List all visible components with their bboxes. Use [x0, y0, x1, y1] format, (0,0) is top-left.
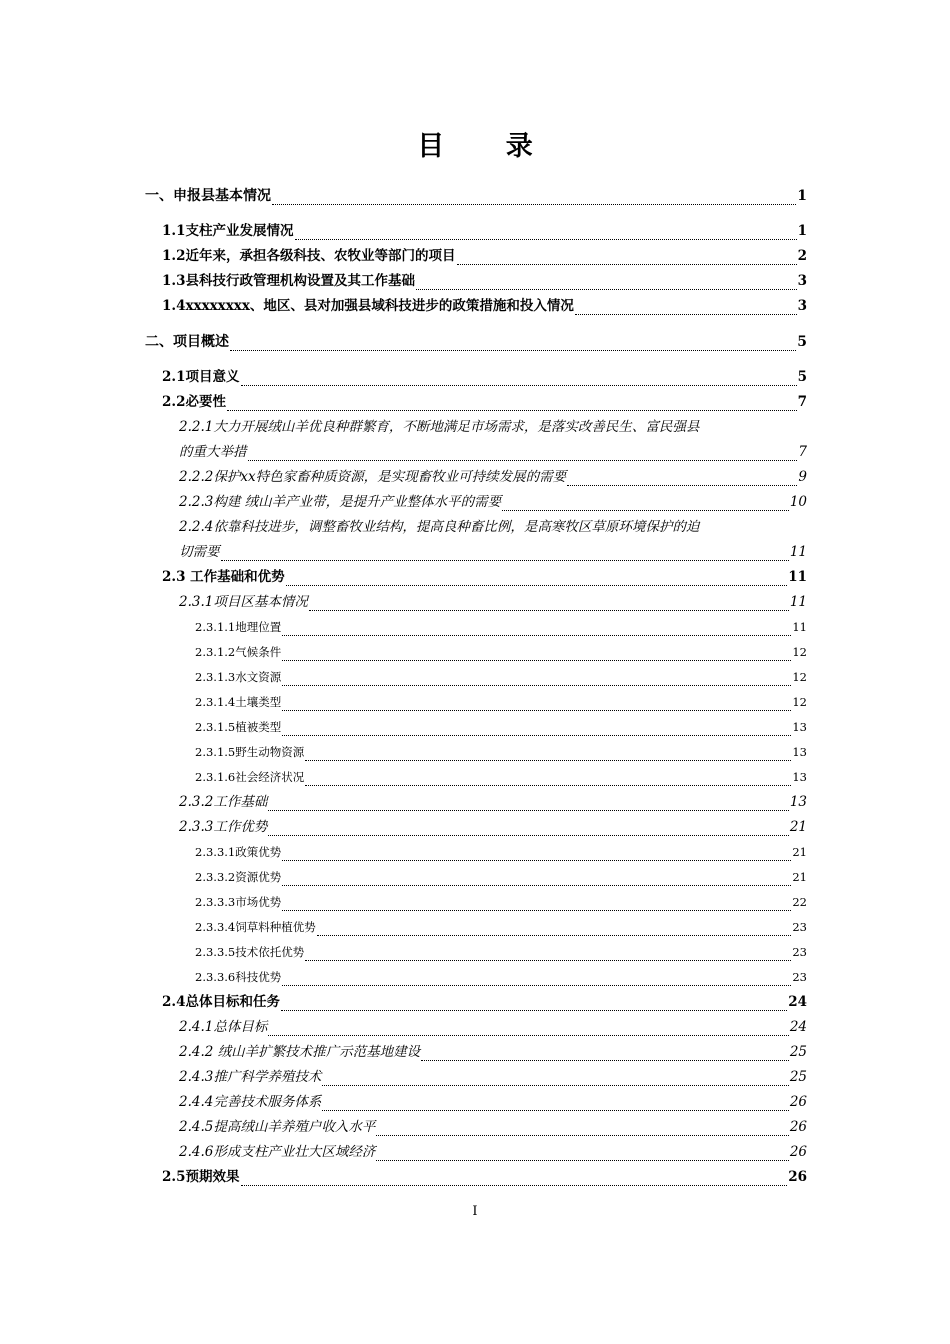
toc-entry[interactable]	[145, 790, 807, 815]
toc-entry-title: 2.2.3构建 绒山羊产业带，是提升产业整体水平的需要	[179, 494, 502, 510]
toc-dot-leader	[248, 460, 798, 461]
toc-dot-leader	[502, 510, 789, 511]
toc-entry-line	[179, 415, 807, 440]
toc-entry-title: 2.3.3.3市场优势	[195, 895, 282, 909]
toc-entry[interactable]	[145, 740, 807, 765]
toc-entry-page: 1	[797, 223, 807, 239]
toc-entry-page: 24	[788, 994, 807, 1010]
toc-entry-page: 1	[797, 188, 807, 204]
toc-dot-leader	[567, 485, 797, 486]
toc-entry-title: 1.3县科技行政管理机构设置及其工作基础	[162, 273, 415, 289]
toc-entry-title: 2.2.4依靠科技进步，调整畜牧业结构，提高良种畜比例，是高寒牧区草原环境保护的迫	[179, 519, 700, 535]
toc-dot-leader	[305, 960, 791, 961]
toc-dot-leader	[322, 1110, 788, 1111]
toc-entry-page: 11	[789, 544, 807, 560]
toc-entry[interactable]	[145, 940, 807, 965]
toc-entry-page: 22	[792, 895, 807, 909]
toc-entry[interactable]	[145, 184, 807, 209]
toc-entry-page: 25	[789, 1069, 807, 1085]
toc-entry[interactable]	[145, 665, 807, 690]
toc-entry[interactable]	[145, 990, 807, 1015]
page-title: 目 录	[417, 131, 559, 162]
toc-entry-title: 2.5预期效果	[162, 1169, 240, 1185]
toc-entry-title: 二、项目概述	[145, 334, 229, 350]
toc-dot-leader	[295, 239, 797, 240]
toc-entry[interactable]	[145, 715, 807, 740]
toc-entry-title: 2.3.1项目区基本情况	[179, 594, 308, 610]
toc-entry-title: 1.1支柱产业发展情况	[162, 223, 294, 239]
toc-entry-page: 11	[789, 594, 807, 610]
toc-entry-page: 23	[792, 970, 807, 984]
toc-entry[interactable]	[145, 840, 807, 865]
toc-entry-title: 2.2必要性	[162, 394, 226, 410]
toc-dot-leader	[268, 810, 788, 811]
toc-entry-page: 21	[789, 819, 807, 835]
toc-entry-page: 7	[797, 394, 807, 410]
toc-entry[interactable]	[145, 490, 807, 515]
toc-entry-title: 2.4总体目标和任务	[162, 994, 280, 1010]
toc-entry[interactable]	[145, 640, 807, 665]
toc-dot-leader	[305, 760, 791, 761]
toc-entry-page: 5	[797, 334, 807, 350]
page-number: I	[472, 1204, 478, 1219]
toc-entry-page: 23	[792, 920, 807, 934]
toc-dot-leader	[282, 685, 791, 686]
toc-entry[interactable]	[145, 1140, 807, 1165]
toc-entry[interactable]	[145, 690, 807, 715]
toc-entry-title: 2.3.1.1地理位置	[195, 620, 282, 634]
toc-entry-page: 13	[792, 770, 807, 784]
toc-entry-line	[179, 540, 807, 565]
toc-entry-page: 2	[797, 248, 807, 264]
toc-dot-leader	[230, 350, 796, 351]
toc-entry-page: 12	[792, 695, 807, 709]
toc-entry[interactable]	[145, 965, 807, 990]
toc-entry[interactable]	[145, 1090, 807, 1115]
toc-entry[interactable]	[145, 365, 807, 390]
toc-dot-leader	[286, 585, 788, 586]
toc-dot-leader	[416, 289, 797, 290]
toc-dot-leader	[282, 985, 791, 986]
toc-entry-page: 9	[798, 469, 807, 485]
toc-entry[interactable]	[145, 815, 807, 840]
toc-entry-page: 23	[792, 945, 807, 959]
toc-entry[interactable]	[145, 615, 807, 640]
toc-entry-title: 的重大举措	[179, 444, 247, 460]
toc-entry[interactable]	[145, 269, 807, 294]
toc-entry-title: 2.3.3.5技术依托优势	[195, 945, 305, 959]
toc-entry-title: 2.3.3.4饲草料种植优势	[195, 920, 316, 934]
toc-dot-leader	[317, 935, 792, 936]
toc-entry-page: 11	[792, 620, 807, 634]
toc-entry-title: 一、申报县基本情况	[145, 188, 271, 204]
toc-entry-title: 2.1项目意义	[162, 369, 240, 385]
toc-entry-page: 11	[788, 569, 807, 585]
toc-dot-leader	[421, 1060, 789, 1061]
toc-entry-title: 2.4.1总体目标	[179, 1019, 268, 1035]
toc-entry-line	[179, 515, 807, 540]
toc-entry-page: 26	[789, 1144, 807, 1160]
toc-entry-page: 26	[789, 1094, 807, 1110]
toc-dot-leader	[272, 204, 796, 205]
toc-entry-title: 2.4.4完善技术服务体系	[179, 1094, 322, 1110]
toc-entry[interactable]	[145, 765, 807, 790]
toc-dot-leader	[282, 910, 791, 911]
toc-entry-page: 26	[788, 1169, 807, 1185]
toc-entry-page: 12	[792, 670, 807, 684]
toc-entry[interactable]	[145, 915, 807, 940]
toc-entry-title: 2.3.1.5野生动物资源	[195, 745, 305, 759]
toc-dot-leader	[282, 710, 791, 711]
toc-dot-leader	[376, 1135, 788, 1136]
toc-dot-leader	[268, 835, 788, 836]
toc-entry-title: 1.4xxxxxxxx、地区、县对加强县域科技进步的政策措施和投入情况	[162, 298, 574, 314]
toc-dot-leader	[575, 314, 797, 315]
toc-entry[interactable]	[145, 1115, 807, 1140]
toc-dot-leader	[282, 635, 791, 636]
toc-entry-title: 2.3.1.5植被类型	[195, 720, 282, 734]
toc-dot-leader	[281, 1010, 787, 1011]
toc-entry-title: 1.2近年来，承担各级科技、农牧业等部门的项目	[162, 248, 456, 264]
toc-entry-title: 2.3.1.2气候条件	[195, 645, 282, 659]
toc-entry[interactable]	[145, 1015, 807, 1040]
toc-dot-leader	[241, 385, 797, 386]
toc-entry-title: 2.3.1.3水文资源	[195, 670, 282, 684]
toc-dot-leader	[322, 1085, 788, 1086]
toc-entry[interactable]	[145, 1040, 807, 1065]
toc-dot-leader	[376, 1160, 788, 1161]
toc-entry-title: 2.4.6形成支柱产业壮大区域经济	[179, 1144, 376, 1160]
toc-entry[interactable]	[145, 515, 807, 565]
toc-dot-leader	[241, 1185, 788, 1186]
toc-entry-title: 2.3.3.1政策优势	[195, 845, 282, 859]
toc-entry-title: 切需要	[179, 544, 220, 560]
toc-entry[interactable]	[145, 865, 807, 890]
toc-entry-line	[179, 440, 807, 465]
toc-entry[interactable]	[145, 219, 807, 244]
toc-entry[interactable]	[145, 294, 807, 319]
toc-entry-title: 2.3.2工作基础	[179, 794, 268, 810]
toc-entry-page: 13	[792, 745, 807, 759]
toc-entry[interactable]	[145, 1165, 807, 1190]
toc-dot-leader	[221, 560, 789, 561]
toc-entry-title: 2.3 工作基础和优势	[162, 569, 285, 585]
toc-dot-leader	[282, 660, 791, 661]
toc-entry-page: 25	[789, 1044, 807, 1060]
toc-entry-page: 24	[789, 1019, 807, 1035]
toc-entry[interactable]	[145, 390, 807, 415]
toc-entry-title: 2.3.1.4土壤类型	[195, 695, 282, 709]
toc-entry-page: 10	[789, 494, 807, 510]
toc-entry-title: 2.2.1大力开展绒山羊优良种群繁育，不断地满足市场需求，是落实改善民生、富民强县	[179, 419, 700, 435]
toc-entry-page: 3	[797, 273, 807, 289]
toc-dot-leader	[282, 735, 791, 736]
toc-entry-title: 2.4.2 绒山羊扩繁技术推广示范基地建设	[179, 1044, 421, 1060]
toc-dot-leader	[457, 264, 797, 265]
toc-entry[interactable]	[145, 590, 807, 615]
toc-entry-page: 26	[789, 1119, 807, 1135]
toc-dot-leader	[309, 610, 789, 611]
toc-entry[interactable]	[145, 1065, 807, 1090]
toc-dot-leader	[268, 1035, 788, 1036]
toc-entry[interactable]	[145, 890, 807, 915]
toc-entry-title: 2.3.1.6社会经济状况	[195, 770, 305, 784]
toc-entry[interactable]	[145, 465, 807, 490]
toc-entry-page: 3	[797, 298, 807, 314]
toc-dot-leader	[227, 410, 797, 411]
toc-entry[interactable]	[145, 565, 807, 590]
toc-entry-page: 21	[792, 845, 807, 859]
toc-dot-leader	[282, 885, 791, 886]
toc-entry-page: 13	[789, 794, 807, 810]
toc-entry-page: 7	[798, 444, 807, 460]
toc-dot-leader	[305, 785, 791, 786]
toc-entry-title: 2.4.3推广科学养殖技术	[179, 1069, 322, 1085]
toc-entry-page: 12	[792, 645, 807, 659]
toc-entry-title: 2.2.2保护xx特色家畜种质资源，是实现畜牧业可持续发展的需要	[179, 469, 567, 485]
toc-entry-title: 2.4.5提高绒山羊养殖户收入水平	[179, 1119, 376, 1135]
toc-entry[interactable]	[145, 415, 807, 465]
table-of-contents	[145, 184, 807, 1190]
toc-entry[interactable]	[145, 330, 807, 355]
toc-entry[interactable]	[145, 244, 807, 269]
toc-entry-title: 2.3.3.2资源优势	[195, 870, 282, 884]
toc-dot-leader	[282, 860, 791, 861]
toc-entry-title: 2.3.3.6科技优势	[195, 970, 282, 984]
toc-entry-title: 2.3.3工作优势	[179, 819, 268, 835]
toc-entry-page: 13	[792, 720, 807, 734]
toc-entry-page: 21	[792, 870, 807, 884]
toc-entry-page: 5	[797, 369, 807, 385]
